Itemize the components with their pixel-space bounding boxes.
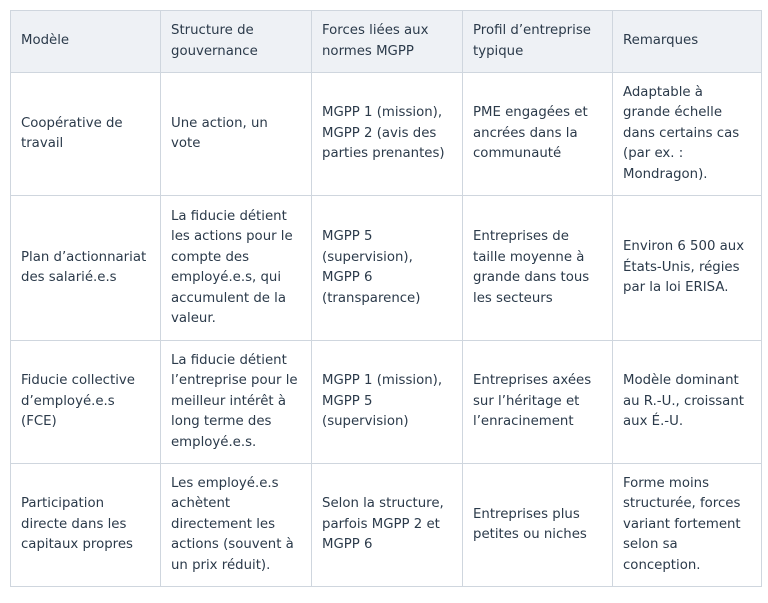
cell-governance: Une action, un vote [161, 73, 312, 196]
cell-governance: Les employé.e.s achètent directement les actions (souvent à un prix réduit). [161, 464, 312, 587]
table-row [11, 341, 762, 464]
table-row [11, 464, 762, 587]
cell-mgpp-strengths: Selon la structure, parfois MGPP 2 et MGPP 6 [312, 464, 463, 587]
cell-model: Coopérative de travail [11, 73, 161, 196]
cell-governance: La fiducie détient les actions pour le compte des employé.e.s, qui accumulent de la valeur. [161, 196, 312, 341]
comparison-table [10, 10, 762, 587]
cell-model: Plan d’actionnariat des salarié.e.s [11, 196, 161, 341]
cell-company-profile: Entreprises plus petites ou niches [463, 464, 613, 587]
cell-mgpp-strengths: MGPP 5 (supervision), MGPP 6 (transparence) [312, 196, 463, 341]
cell-company-profile: Entreprises axées sur l’héritage et l’enracinement [463, 341, 613, 464]
cell-remarks: Modèle dominant au R.-U., croissant aux É.-U. [613, 341, 762, 464]
cell-governance: La fiducie détient l’entreprise pour le meilleur intérêt à long terme des employé.e.s. [161, 341, 312, 464]
header-cell-remarks: Remarques [613, 11, 762, 73]
table-header [11, 11, 762, 73]
comparison-table-container [10, 10, 761, 591]
cell-mgpp-strengths: MGPP 1 (mission), MGPP 2 (avis des parties prenantes) [312, 73, 463, 196]
cell-remarks: Environ 6 500 aux États-Unis, régies par la loi ERISA. [613, 196, 762, 341]
table-row [11, 196, 762, 341]
header-row [11, 11, 762, 73]
table-row [11, 73, 762, 196]
header-cell-mgpp-strengths: Forces liées aux normes MGPP [312, 11, 463, 73]
cell-mgpp-strengths: MGPP 1 (mission), MGPP 5 (supervision) [312, 341, 463, 464]
cell-remarks: Adaptable à grande échelle dans certains cas (par ex. : Mondragon). [613, 73, 762, 196]
header-cell-company-profile: Profil d’entreprise typique [463, 11, 613, 73]
cell-model: Participation directe dans les capitaux propres [11, 464, 161, 587]
cell-remarks: Forme moins structurée, forces variant fortement selon sa conception. [613, 464, 762, 587]
header-cell-governance: Structure de gouvernance [161, 11, 312, 73]
cell-model: Fiducie collective d’employé.e.s (FCE) [11, 341, 161, 464]
cell-company-profile: PME engagées et ancrées dans la communauté [463, 73, 613, 196]
cell-company-profile: Entreprises de taille moyenne à grande dans tous les secteurs [463, 196, 613, 341]
table-body [11, 73, 762, 587]
header-cell-model: Modèle [11, 11, 161, 73]
